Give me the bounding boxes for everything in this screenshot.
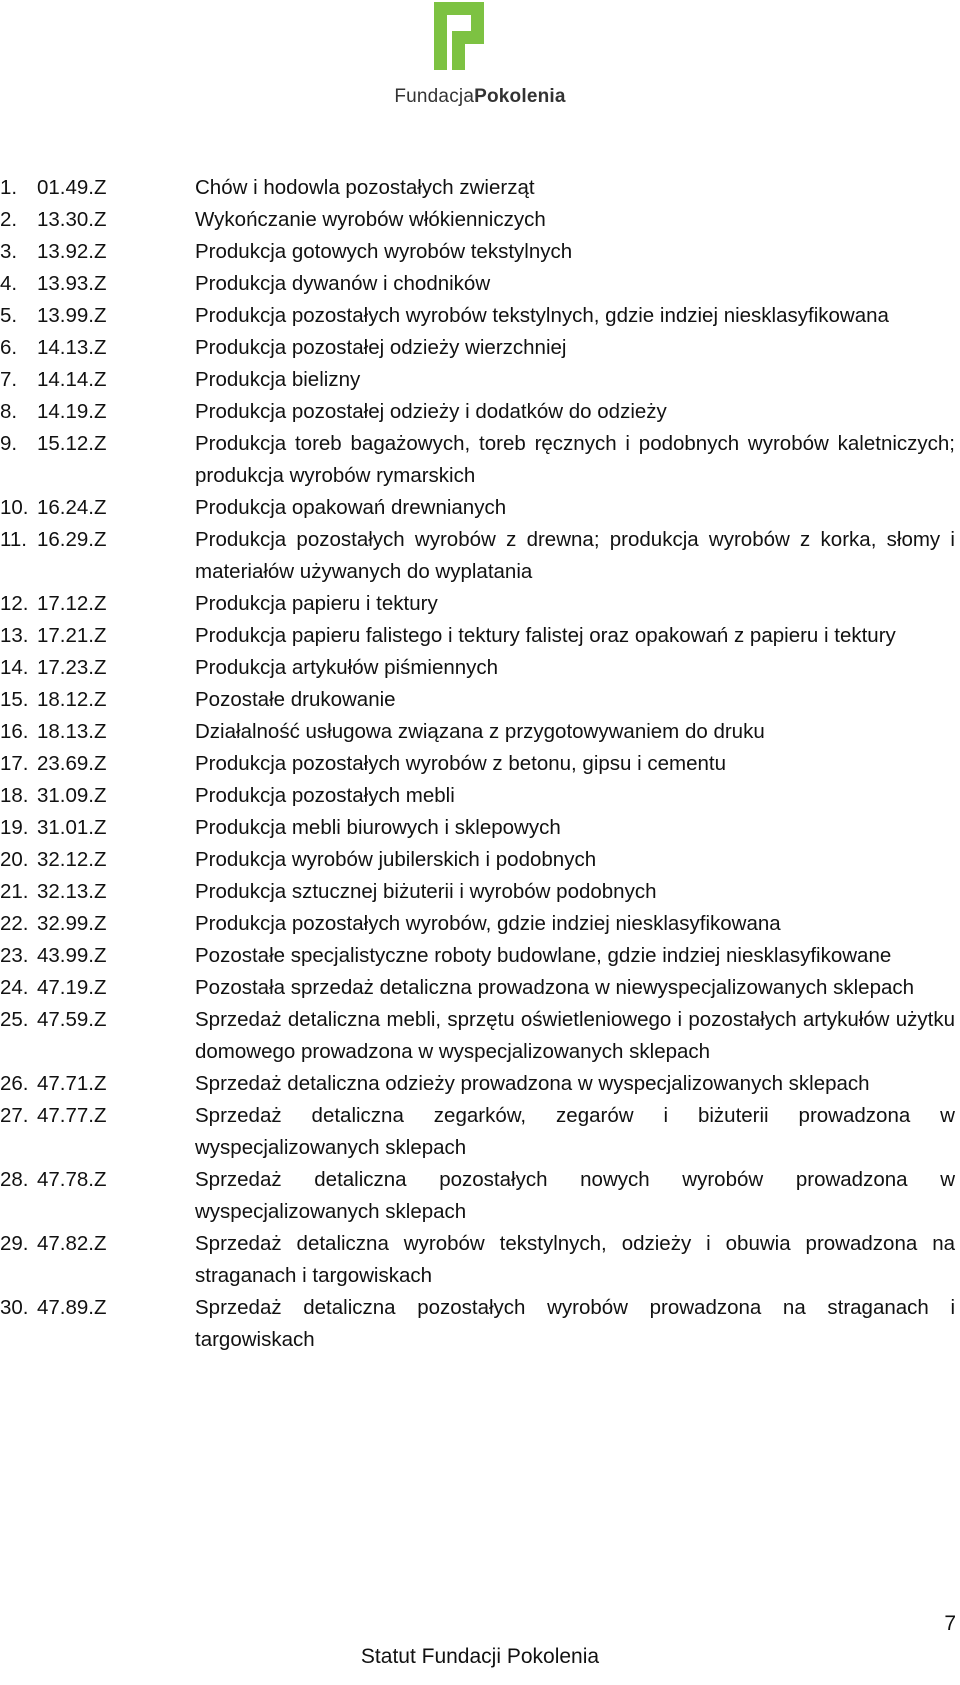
pkd-code: 14.19.Z: [37, 400, 107, 423]
item-number: 24.: [0, 976, 29, 999]
list-item: [0, 172, 955, 204]
activity-description: Wykończanie wyrobów włókienniczych: [195, 208, 546, 231]
item-number: 22.: [0, 912, 29, 935]
activity-description: Produkcja gotowych wyrobów tekstylnych: [195, 240, 573, 263]
item-number: 13.: [0, 624, 29, 647]
list-item: [0, 300, 955, 332]
page-number: 7: [944, 1612, 956, 1635]
pkd-code: 32.12.Z: [37, 848, 107, 871]
pkd-activity-list: [0, 172, 955, 1356]
list-item: [0, 812, 955, 844]
list-item: [0, 940, 955, 972]
activity-description: Produkcja pozostałych wyrobów z drewna; produkcja wyrobów z korka, słomy i materiałów używanych do wyplatania: [195, 528, 955, 583]
pkd-code: 23.69.Z: [37, 752, 107, 775]
activity-description: Sprzedaż detaliczna zegarków, zegarów i biżuterii prowadzona w wyspecjalizowanych sklepach: [195, 1104, 955, 1159]
pkd-code: 47.78.Z: [37, 1168, 107, 1191]
list-item: [0, 716, 955, 748]
list-item: [0, 1100, 955, 1164]
activity-description: Sprzedaż detaliczna odzieży prowadzona w wyspecjalizowanych sklepach: [195, 1072, 870, 1095]
item-number: 27.: [0, 1104, 29, 1127]
pkd-code: 17.21.Z: [37, 624, 107, 647]
item-number: 7.: [0, 368, 18, 391]
list-item: [0, 428, 955, 492]
item-number: 23.: [0, 944, 29, 967]
list-item: [0, 524, 955, 588]
item-number: 15.: [0, 688, 29, 711]
item-number: 21.: [0, 880, 29, 903]
pkd-code: 47.59.Z: [37, 1008, 107, 1031]
activity-description: Produkcja bielizny: [195, 368, 361, 391]
activity-description: Działalność usługowa związana z przygotowywaniem do druku: [195, 720, 765, 743]
item-number: 3.: [0, 240, 18, 263]
list-item: [0, 748, 955, 780]
activity-description: Pozostałe drukowanie: [195, 688, 396, 711]
activity-description: Produkcja pozostałych mebli: [195, 784, 455, 807]
activity-description: Produkcja papieru i tektury: [195, 592, 438, 615]
list-item: [0, 620, 955, 652]
activity-description: Produkcja sztucznej biżuterii i wyrobów podobnych: [195, 880, 657, 903]
item-number: 20.: [0, 848, 29, 871]
pkd-code: 32.13.Z: [37, 880, 107, 903]
list-item: [0, 652, 955, 684]
pkd-code: 13.92.Z: [37, 240, 107, 263]
list-item: [0, 332, 955, 364]
list-item: [0, 1004, 955, 1068]
activity-description: Produkcja pozostałych wyrobów z betonu, gipsu i cementu: [195, 752, 727, 775]
activity-description: Sprzedaż detaliczna pozostałych nowych wyrobów prowadzona w wyspecjalizowanych sklepach: [195, 1168, 955, 1223]
list-item: [0, 396, 955, 428]
activity-description: Sprzedaż detaliczna wyrobów tekstylnych, odzieży i obuwia prowadzona na straganach i targowiskach: [195, 1232, 955, 1287]
list-item: [0, 364, 955, 396]
pkd-code: 31.09.Z: [37, 784, 107, 807]
item-number: 17.: [0, 752, 29, 775]
pkd-code: 18.12.Z: [37, 688, 107, 711]
item-number: 19.: [0, 816, 29, 839]
activity-description: Produkcja dywanów i chodników: [195, 272, 491, 295]
activity-description: Produkcja opakowań drewnianych: [195, 496, 507, 519]
item-number: 12.: [0, 592, 29, 615]
pkd-code: 47.19.Z: [37, 976, 107, 999]
pkd-code: 17.12.Z: [37, 592, 107, 615]
logo-text-bold: Pokolenia: [474, 86, 566, 107]
activity-description: Produkcja pozostałych wyrobów, gdzie indziej niesklasyfikowana: [195, 912, 781, 935]
item-number: 10.: [0, 496, 29, 519]
pkd-code: 47.71.Z: [37, 1072, 107, 1095]
item-number: 8.: [0, 400, 18, 423]
activity-description: Sprzedaż detaliczna mebli, sprzętu oświetleniowego i pozostałych artykułów użytku domowego prowadzona w wyspecjalizowanych sklepach: [195, 1008, 955, 1063]
pkd-code: 43.99.Z: [37, 944, 107, 967]
item-number: 30.: [0, 1296, 29, 1319]
pkd-code: 14.14.Z: [37, 368, 107, 391]
activity-description: Sprzedaż detaliczna pozostałych wyrobów prowadzona na straganach i targowiskach: [195, 1296, 955, 1351]
item-number: 25.: [0, 1008, 29, 1031]
item-number: 2.: [0, 208, 18, 231]
pkd-code: 13.93.Z: [37, 272, 107, 295]
fundacja-pokolenia-logo-icon: [434, 2, 484, 70]
item-number: 18.: [0, 784, 29, 807]
item-number: 11.: [0, 528, 27, 551]
activity-description: Produkcja artykułów piśmiennych: [195, 656, 499, 679]
list-item: [0, 1068, 955, 1100]
logo-text-regular: Fundacja: [394, 86, 475, 107]
item-number: 5.: [0, 304, 18, 327]
list-item: [0, 236, 955, 268]
activity-description: Produkcja papieru falistego i tektury falistej oraz opakowań z papieru i tektury: [195, 624, 896, 647]
item-number: 16.: [0, 720, 29, 743]
list-item: [0, 844, 955, 876]
pkd-code: 32.99.Z: [37, 912, 107, 935]
list-item: [0, 684, 955, 716]
list-item: [0, 1228, 955, 1292]
list-item: [0, 1164, 955, 1228]
pkd-code: 16.24.Z: [37, 496, 107, 519]
list-item: [0, 876, 955, 908]
item-number: 9.: [0, 432, 18, 455]
item-number: 28.: [0, 1168, 29, 1191]
pkd-code: 17.23.Z: [37, 656, 107, 679]
item-number: 14.: [0, 656, 29, 679]
activity-description: Pozostała sprzedaż detaliczna prowadzona w niewyspecjalizowanych sklepach: [195, 976, 915, 999]
pkd-code: 47.89.Z: [37, 1296, 107, 1319]
pkd-code: 18.13.Z: [37, 720, 107, 743]
pkd-code: 13.30.Z: [37, 208, 107, 231]
activity-description: Chów i hodowla pozostałych zwierząt: [195, 176, 535, 199]
activity-description: Produkcja pozostałej odzieży i dodatków do odzieży: [195, 400, 667, 423]
activity-description: Produkcja pozostałej odzieży wierzchniej: [195, 336, 567, 359]
pkd-code: 13.99.Z: [37, 304, 107, 327]
header-logo: [0, 0, 960, 130]
logo-wordmark: [0, 86, 960, 108]
item-number: 6.: [0, 336, 18, 359]
item-number: 29.: [0, 1232, 29, 1255]
pkd-code: 31.01.Z: [37, 816, 107, 839]
activity-description: Produkcja mebli biurowych i sklepowych: [195, 816, 561, 839]
pkd-code: 15.12.Z: [37, 432, 107, 455]
pkd-code: 47.82.Z: [37, 1232, 107, 1255]
list-item: [0, 204, 955, 236]
list-item: [0, 588, 955, 620]
pkd-code: 16.29.Z: [37, 528, 107, 551]
activity-description: Produkcja wyrobów jubilerskich i podobnych: [195, 848, 597, 871]
list-item: [0, 972, 955, 1004]
list-item: [0, 780, 955, 812]
item-number: 4.: [0, 272, 18, 295]
list-item: [0, 1292, 955, 1356]
activity-description: Produkcja toreb bagażowych, toreb ręcznych i podobnych wyrobów kaletniczych; produkcja wyrobów rymarskich: [195, 432, 955, 487]
pkd-code: 01.49.Z: [37, 176, 107, 199]
item-number: 26.: [0, 1072, 29, 1095]
item-number: 1.: [0, 176, 18, 199]
list-item: [0, 908, 955, 940]
activity-description: Produkcja pozostałych wyrobów tekstylnych, gdzie indziej niesklasyfikowana: [195, 304, 889, 327]
pkd-code: 47.77.Z: [37, 1104, 107, 1127]
list-item: [0, 268, 955, 300]
list-item: [0, 492, 955, 524]
pkd-code: 14.13.Z: [37, 336, 107, 359]
activity-description: Pozostałe specjalistyczne roboty budowlane, gdzie indziej niesklasyfikowane: [195, 944, 892, 967]
footer-title: Statut Fundacji Pokolenia: [360, 1645, 600, 1668]
